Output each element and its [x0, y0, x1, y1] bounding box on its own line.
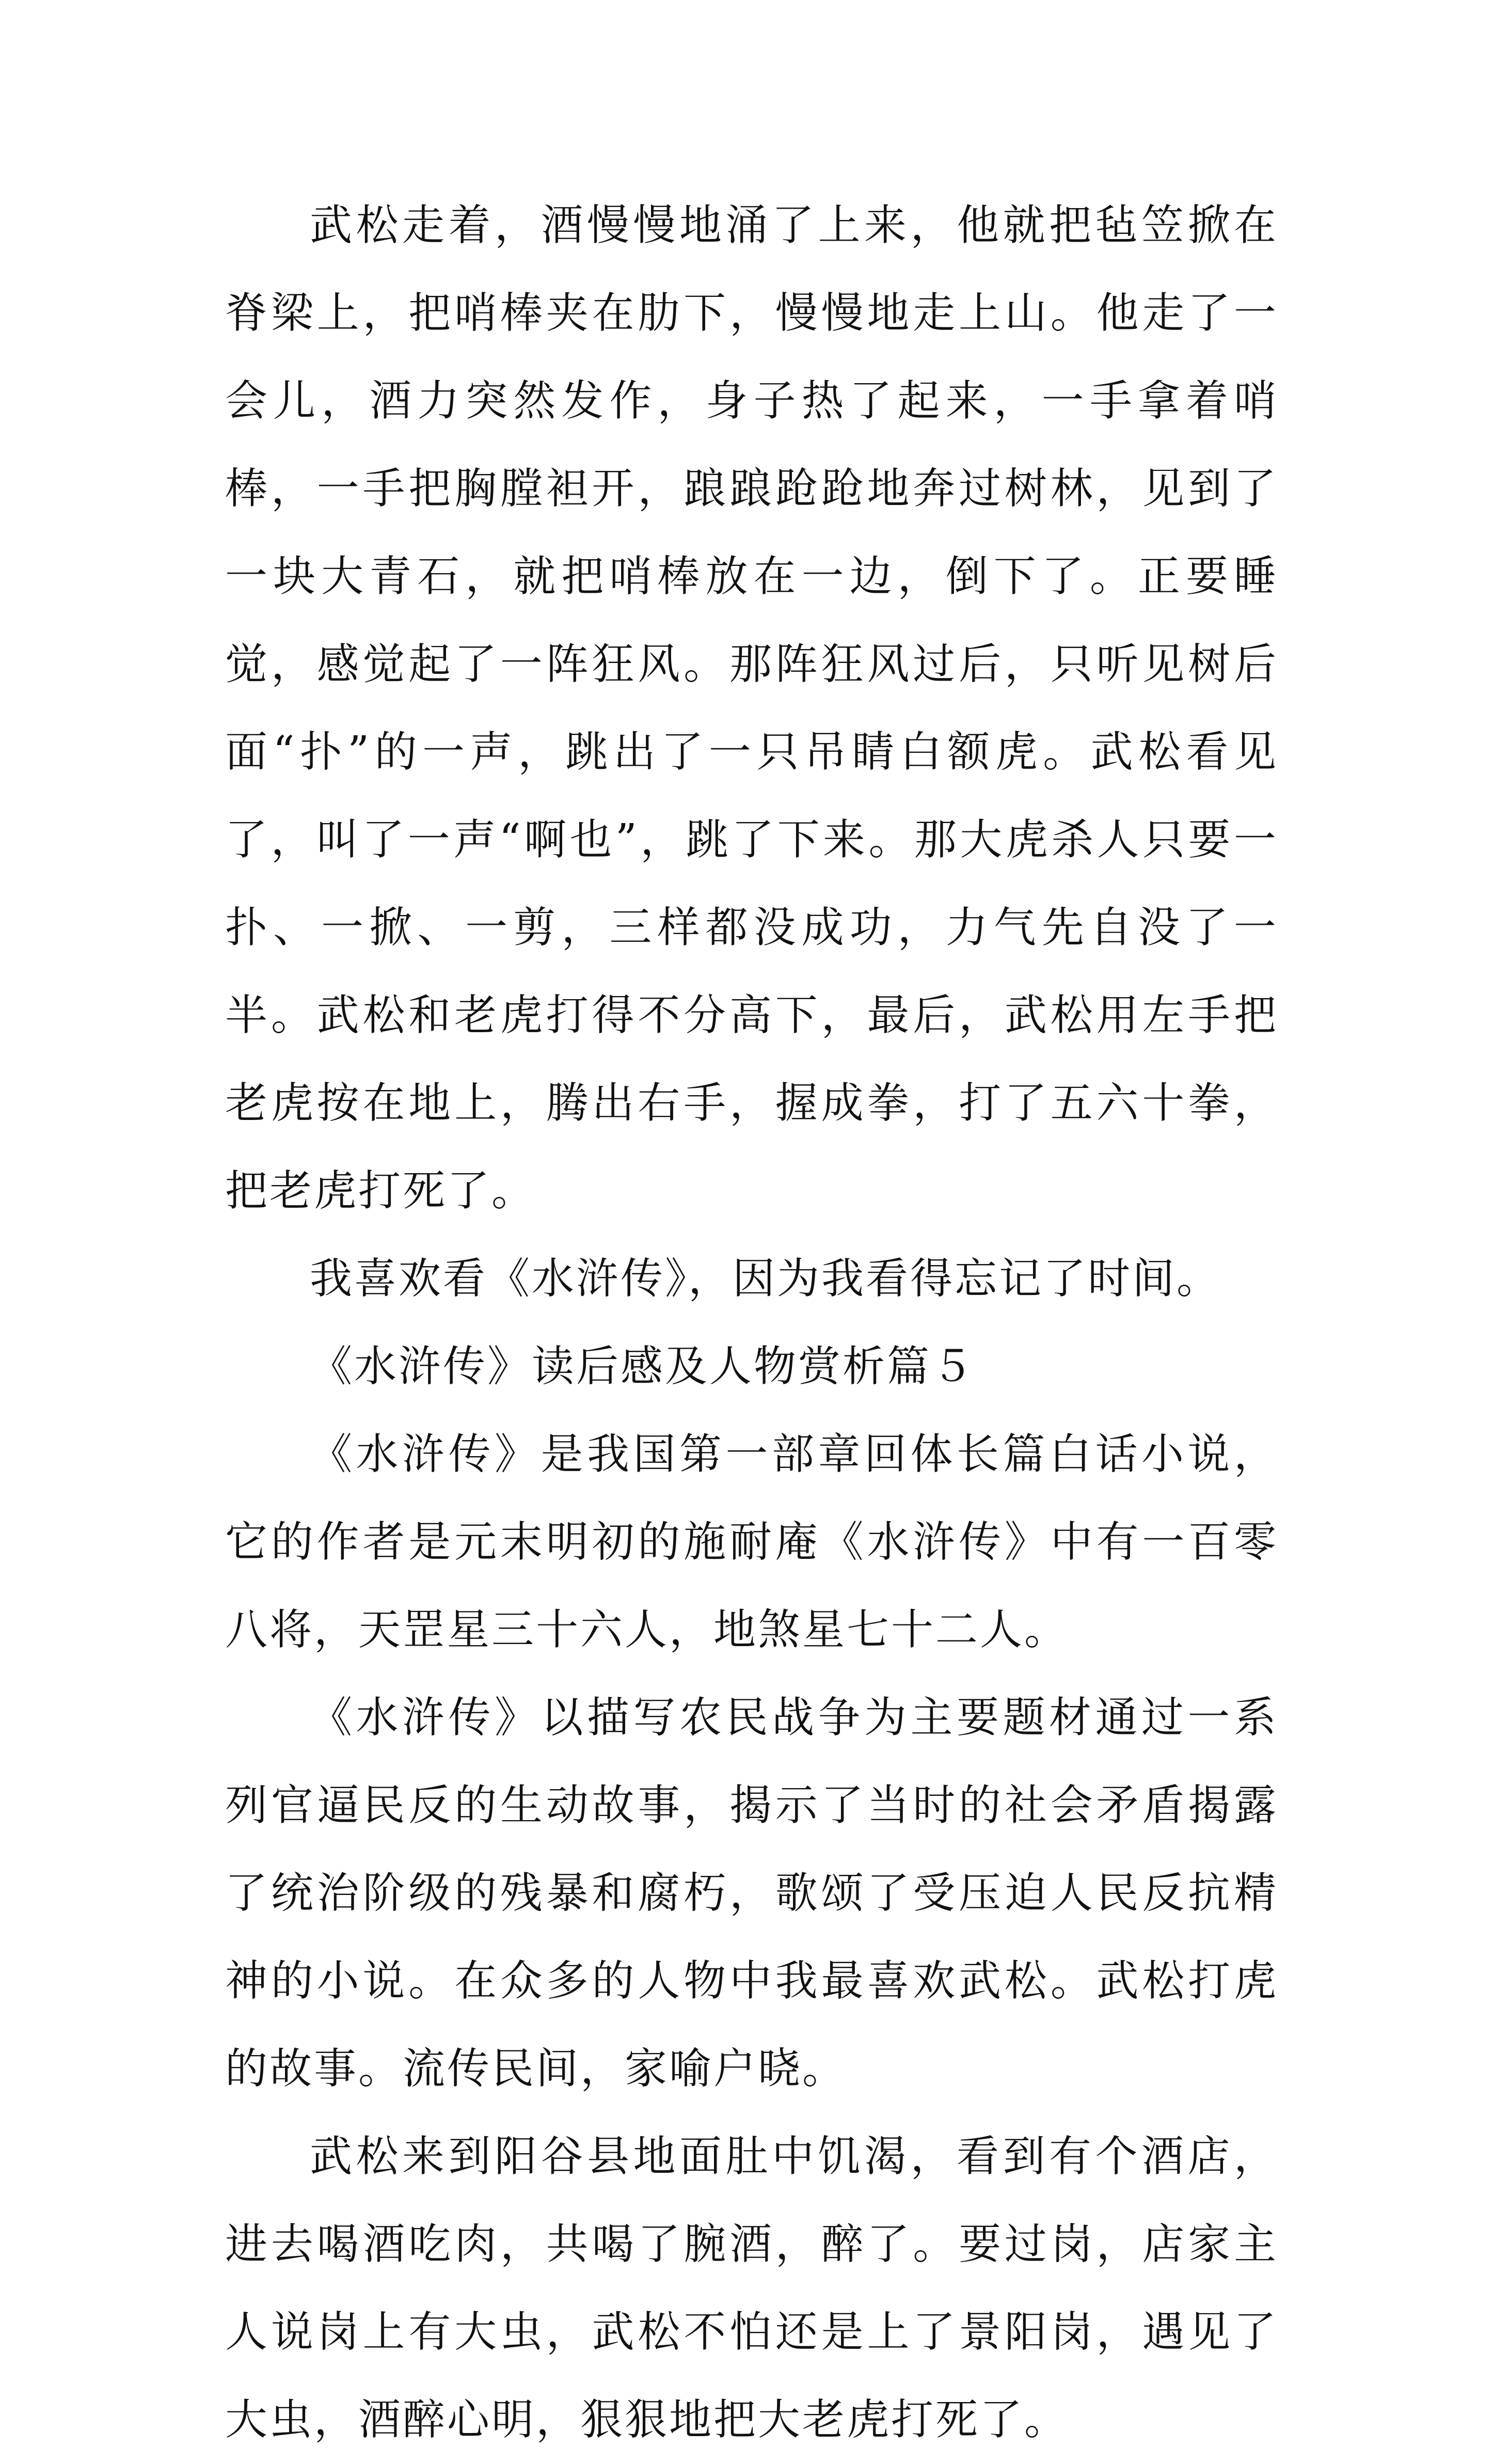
paragraph-novel-introduction: 《水浒传》是我国第一部章回体长篇白话小说，它的作者是元末明初的施耐庵《水浒传》中有一百零八将，天罡星三十六人，地煞星七十二人。 — [225, 1430, 1278, 1654]
section-heading: 《水浒传》读后感及人物赏析篇５ — [310, 1342, 976, 1391]
paragraph-novel-theme: 《水浒传》以描写农民战争为主要题材通过一系列官逼民反的生动故事，揭示了当时的社会矛盾揭露了统治阶级的残暴和腐朽，歌颂了受压迫人民反抗精神的小说。在众多的人物中我最喜欢武松。武松打虎的故事。流传民间，家喻户晓。 — [225, 1693, 1278, 2093]
document-body — [225, 182, 1278, 2464]
paragraph-wusong-tiger-story: 武松来到阳谷县地面肚中饥渴，看到有个酒店，进去喝酒吃肉，共喝了腕酒，醉了。要过岗，店家主人说岗上有大虫，武松不怕还是上了景阳岗，遇见了大虫，酒醉心明，狠狠地把大老虎打死了。 — [225, 2132, 1278, 2444]
paragraph-like-water-margin: 我喜欢看《水浒传》，因为我看得忘记了时间。 — [310, 1254, 1221, 1303]
paragraph-wusong-climbs-mountain: 武松走着，酒慢慢地涌了上来，他就把毡笠掀在脊梁上，把哨棒夹在肋下，慢慢地走上山。他走了一会儿，酒力突然发作，身子热了起来，一手拿着哨棒，一手把胸膛袒开，踉踉跄跄地奔过树林，见到了一块大青石，就把哨棒放在一边，倒下了。正要睡觉，感觉起了一阵狂风。那阵狂风过后，只听见树后面“扑”的一声，跳出了一只吊睛白额虎。武松看见了，叫了一声“啊也”，跳了下来。那大虎杀人只要一扑、一掀、一剪，三样都没成功，力气先自没了一半。武松和老虎打得不分高下，最后，武松用左手把老虎按在地上，腾出右手，握成拳，打了五六十拳，把老虎打死了。 — [225, 201, 1278, 1215]
